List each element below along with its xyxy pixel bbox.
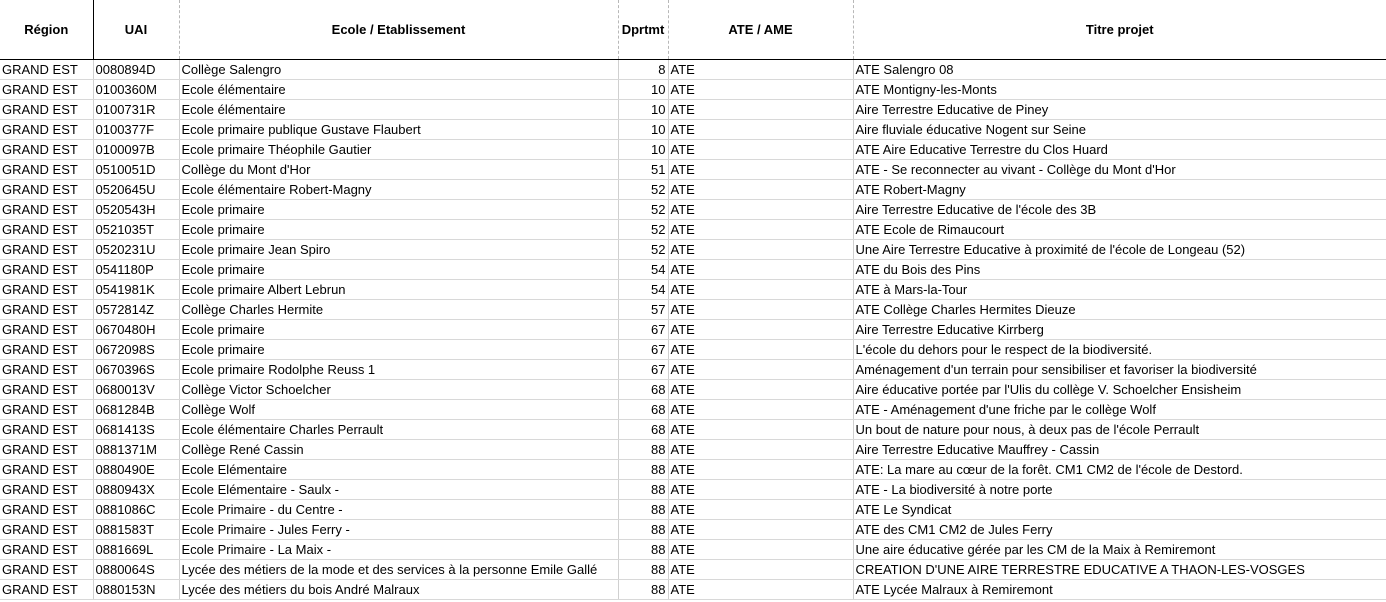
cell-uai[interactable]: 0100097B — [93, 139, 179, 159]
table-row — [0, 299, 1386, 319]
cell-region[interactable]: GRAND EST — [0, 359, 93, 379]
cell-uai[interactable]: 0881371M — [93, 439, 179, 459]
cell-uai[interactable]: 0080894D — [93, 59, 179, 79]
cell-uai[interactable]: 0100377F — [93, 119, 179, 139]
cell-ecole[interactable]: Ecole Primaire - Jules Ferry - — [179, 519, 618, 539]
table-row — [0, 219, 1386, 239]
cell-ate-ame[interactable]: ATE — [668, 399, 853, 419]
cell-departement[interactable]: 68 — [618, 419, 668, 439]
table-row — [0, 459, 1386, 479]
cell-departement[interactable]: 52 — [618, 219, 668, 239]
cell-uai[interactable]: 0681413S — [93, 419, 179, 439]
cell-ecole[interactable]: Ecole primaire Jean Spiro — [179, 239, 618, 259]
header-titre-projet[interactable]: Titre projet — [853, 0, 1386, 59]
cell-uai[interactable]: 0880490E — [93, 459, 179, 479]
table-row — [0, 499, 1386, 519]
cell-uai[interactable]: 0520645U — [93, 179, 179, 199]
cell-titre-projet[interactable]: ATE Salengro 08 — [853, 59, 1386, 79]
cell-titre-projet[interactable]: Aire Terrestre Educative Kirrberg — [853, 319, 1386, 339]
table-body — [0, 59, 1386, 599]
cell-titre-projet[interactable]: ATE Aire Educative Terrestre du Clos Huard — [853, 139, 1386, 159]
cell-ecole[interactable]: Collège René Cassin — [179, 439, 618, 459]
table-row — [0, 559, 1386, 579]
cell-titre-projet[interactable]: ATE - Se reconnecter au vivant - Collège du Mont d'Hor — [853, 159, 1386, 179]
cell-region[interactable]: GRAND EST — [0, 259, 93, 279]
cell-region[interactable]: GRAND EST — [0, 559, 93, 579]
table-row — [0, 519, 1386, 539]
cell-ecole[interactable]: Ecole élémentaire — [179, 99, 618, 119]
table-row — [0, 119, 1386, 139]
cell-region[interactable]: GRAND EST — [0, 299, 93, 319]
cell-region[interactable]: GRAND EST — [0, 379, 93, 399]
cell-region[interactable]: GRAND EST — [0, 99, 93, 119]
table-row — [0, 379, 1386, 399]
table-row — [0, 79, 1386, 99]
cell-region[interactable]: GRAND EST — [0, 179, 93, 199]
header-uai[interactable]: UAI — [93, 0, 179, 59]
cell-departement[interactable]: 57 — [618, 299, 668, 319]
cell-region[interactable]: GRAND EST — [0, 219, 93, 239]
cell-titre-projet[interactable]: Une Aire Terrestre Educative à proximité de l'école de Longeau (52) — [853, 239, 1386, 259]
cell-region[interactable]: GRAND EST — [0, 519, 93, 539]
cell-ate-ame[interactable]: ATE — [668, 139, 853, 159]
cell-uai[interactable]: 0881583T — [93, 519, 179, 539]
cell-ecole[interactable]: Collège Salengro — [179, 59, 618, 79]
cell-region[interactable]: GRAND EST — [0, 539, 93, 559]
cell-departement[interactable]: 68 — [618, 379, 668, 399]
cell-departement[interactable]: 88 — [618, 499, 668, 519]
cell-ate-ame[interactable]: ATE — [668, 559, 853, 579]
cell-titre-projet[interactable]: ATE à Mars-la-Tour — [853, 279, 1386, 299]
cell-region[interactable]: GRAND EST — [0, 459, 93, 479]
table-row — [0, 179, 1386, 199]
table-row — [0, 439, 1386, 459]
cell-departement[interactable]: 10 — [618, 119, 668, 139]
cell-ate-ame[interactable]: ATE — [668, 519, 853, 539]
cell-ate-ame[interactable]: ATE — [668, 439, 853, 459]
cell-departement[interactable]: 88 — [618, 479, 668, 499]
cell-ate-ame[interactable]: ATE — [668, 579, 853, 599]
cell-ate-ame[interactable]: ATE — [668, 59, 853, 79]
cell-departement[interactable]: 88 — [618, 579, 668, 599]
cell-ate-ame[interactable]: ATE — [668, 359, 853, 379]
cell-departement[interactable]: 10 — [618, 79, 668, 99]
cell-ecole[interactable]: Ecole primaire — [179, 219, 618, 239]
table-row — [0, 59, 1386, 79]
cell-uai[interactable]: 0510051D — [93, 159, 179, 179]
cell-ate-ame[interactable]: ATE — [668, 259, 853, 279]
cell-ecole[interactable]: Collège du Mont d'Hor — [179, 159, 618, 179]
cell-titre-projet[interactable]: Aire fluviale éducative Nogent sur Seine — [853, 119, 1386, 139]
table-row — [0, 399, 1386, 419]
cell-uai[interactable]: 0541981K — [93, 279, 179, 299]
cell-uai[interactable]: 0520543H — [93, 199, 179, 219]
header-region[interactable]: Région — [0, 0, 93, 59]
cell-departement[interactable]: 67 — [618, 339, 668, 359]
cell-uai[interactable]: 0670396S — [93, 359, 179, 379]
cell-titre-projet[interactable]: ATE: La mare au cœur de la forêt. CM1 CM2 de l'école de Destord. — [853, 459, 1386, 479]
cell-ecole[interactable]: Ecole Primaire - du Centre - — [179, 499, 618, 519]
cell-uai[interactable]: 0880064S — [93, 559, 179, 579]
cell-titre-projet[interactable]: ATE Le Syndicat — [853, 499, 1386, 519]
cell-departement[interactable]: 10 — [618, 139, 668, 159]
cell-ate-ame[interactable]: ATE — [668, 299, 853, 319]
cell-titre-projet[interactable]: ATE Montigny-les-Monts — [853, 79, 1386, 99]
cell-region[interactable]: GRAND EST — [0, 419, 93, 439]
cell-titre-projet[interactable]: ATE Ecole de Rimaucourt — [853, 219, 1386, 239]
cell-ecole[interactable]: Lycée des métiers de la mode et des services à la personne Emile Gallé — [179, 559, 618, 579]
cell-ate-ame[interactable]: ATE — [668, 319, 853, 339]
cell-departement[interactable]: 52 — [618, 199, 668, 219]
cell-titre-projet[interactable]: CREATION D'UNE AIRE TERRESTRE EDUCATIVE A THAON-LES-VOSGES — [853, 559, 1386, 579]
cell-ecole[interactable]: Collège Wolf — [179, 399, 618, 419]
cell-departement[interactable]: 88 — [618, 459, 668, 479]
table-row — [0, 419, 1386, 439]
cell-ate-ame[interactable]: ATE — [668, 499, 853, 519]
cell-ecole[interactable]: Ecole élémentaire Robert-Magny — [179, 179, 618, 199]
cell-ecole[interactable]: Ecole primaire Albert Lebrun — [179, 279, 618, 299]
cell-region[interactable]: GRAND EST — [0, 239, 93, 259]
cell-uai[interactable]: 0520231U — [93, 239, 179, 259]
cell-ate-ame[interactable]: ATE — [668, 279, 853, 299]
table-row — [0, 479, 1386, 499]
cell-uai[interactable]: 0572814Z — [93, 299, 179, 319]
cell-departement[interactable]: 67 — [618, 319, 668, 339]
header-ate-ame[interactable]: ATE / AME — [668, 0, 853, 59]
table-row — [0, 539, 1386, 559]
cell-ecole[interactable]: Collège Victor Schoelcher — [179, 379, 618, 399]
cell-region[interactable]: GRAND EST — [0, 319, 93, 339]
cell-region[interactable]: GRAND EST — [0, 439, 93, 459]
table-row — [0, 579, 1386, 599]
cell-uai[interactable]: 0541180P — [93, 259, 179, 279]
cell-ecole[interactable]: Ecole primaire Rodolphe Reuss 1 — [179, 359, 618, 379]
cell-uai[interactable]: 0100731R — [93, 99, 179, 119]
cell-titre-projet[interactable]: ATE - La biodiversité à notre porte — [853, 479, 1386, 499]
table-row — [0, 139, 1386, 159]
cell-titre-projet[interactable]: Aire éducative portée par l'Ulis du collège V. Schoelcher Ensisheim — [853, 379, 1386, 399]
cell-region[interactable]: GRAND EST — [0, 339, 93, 359]
cell-region[interactable]: GRAND EST — [0, 479, 93, 499]
cell-titre-projet[interactable]: Aménagement d'un terrain pour sensibiliser et favoriser la biodiversité — [853, 359, 1386, 379]
cell-titre-projet[interactable]: Aire Terrestre Educative de Piney — [853, 99, 1386, 119]
cell-ecole[interactable]: Ecole élémentaire Charles Perrault — [179, 419, 618, 439]
cell-ate-ame[interactable]: ATE — [668, 219, 853, 239]
cell-uai[interactable]: 0680013V — [93, 379, 179, 399]
cell-departement[interactable]: 52 — [618, 239, 668, 259]
header-row — [0, 0, 1386, 59]
cell-region[interactable]: GRAND EST — [0, 199, 93, 219]
cell-titre-projet[interactable]: Aire Terrestre Educative de l'école des 3B — [853, 199, 1386, 219]
cell-ecole[interactable]: Ecole primaire — [179, 319, 618, 339]
cell-region[interactable]: GRAND EST — [0, 159, 93, 179]
cell-departement[interactable]: 52 — [618, 179, 668, 199]
table-row — [0, 99, 1386, 119]
header-departement[interactable]: Dprtmt — [618, 0, 668, 59]
cell-ecole[interactable]: Ecole primaire — [179, 339, 618, 359]
cell-uai[interactable]: 0681284B — [93, 399, 179, 419]
cell-ecole[interactable]: Ecole primaire — [179, 199, 618, 219]
cell-ate-ame[interactable]: ATE — [668, 199, 853, 219]
table-row — [0, 279, 1386, 299]
cell-region[interactable]: GRAND EST — [0, 579, 93, 599]
cell-titre-projet[interactable]: ATE du Bois des Pins — [853, 259, 1386, 279]
cell-departement[interactable]: 68 — [618, 399, 668, 419]
cell-departement[interactable]: 8 — [618, 59, 668, 79]
table-row — [0, 339, 1386, 359]
cell-ecole[interactable]: Ecole Primaire - La Maix - — [179, 539, 618, 559]
cell-titre-projet[interactable]: Aire Terrestre Educative Mauffrey - Cassin — [853, 439, 1386, 459]
cell-ecole[interactable]: Ecole élémentaire — [179, 79, 618, 99]
cell-region[interactable]: GRAND EST — [0, 279, 93, 299]
cell-uai[interactable]: 0881669L — [93, 539, 179, 559]
table-row — [0, 239, 1386, 259]
cell-ate-ame[interactable]: ATE — [668, 119, 853, 139]
cell-ecole[interactable]: Ecole primaire — [179, 259, 618, 279]
cell-departement[interactable]: 67 — [618, 359, 668, 379]
cell-region[interactable]: GRAND EST — [0, 399, 93, 419]
cell-uai[interactable]: 0880943X — [93, 479, 179, 499]
cell-ecole[interactable]: Ecole primaire Théophile Gautier — [179, 139, 618, 159]
cell-titre-projet[interactable]: L'école du dehors pour le respect de la biodiversité. — [853, 339, 1386, 359]
cell-region[interactable]: GRAND EST — [0, 139, 93, 159]
cell-ate-ame[interactable]: ATE — [668, 479, 853, 499]
cell-titre-projet[interactable]: ATE - Aménagement d'une friche par le collège Wolf — [853, 399, 1386, 419]
cell-departement[interactable]: 10 — [618, 99, 668, 119]
cell-departement[interactable]: 88 — [618, 439, 668, 459]
cell-departement[interactable]: 54 — [618, 259, 668, 279]
cell-titre-projet[interactable]: ATE Lycée Malraux à Remiremont — [853, 579, 1386, 599]
cell-uai[interactable]: 0521035T — [93, 219, 179, 239]
cell-departement[interactable]: 54 — [618, 279, 668, 299]
cell-uai[interactable]: 0880153N — [93, 579, 179, 599]
cell-ecole[interactable]: Lycée des métiers du bois André Malraux — [179, 579, 618, 599]
cell-ate-ame[interactable]: ATE — [668, 179, 853, 199]
cell-uai[interactable]: 0881086C — [93, 499, 179, 519]
cell-titre-projet[interactable]: ATE Collège Charles Hermites Dieuze — [853, 299, 1386, 319]
cell-region[interactable]: GRAND EST — [0, 119, 93, 139]
cell-region[interactable]: GRAND EST — [0, 79, 93, 99]
cell-ecole[interactable]: Ecole Elémentaire - Saulx - — [179, 479, 618, 499]
cell-ate-ame[interactable]: ATE — [668, 419, 853, 439]
cell-uai[interactable]: 0670480H — [93, 319, 179, 339]
table-row — [0, 359, 1386, 379]
cell-region[interactable]: GRAND EST — [0, 499, 93, 519]
cell-ecole[interactable]: Ecole Elémentaire — [179, 459, 618, 479]
table-row — [0, 159, 1386, 179]
cell-ate-ame[interactable]: ATE — [668, 159, 853, 179]
cell-departement[interactable]: 88 — [618, 519, 668, 539]
cell-ate-ame[interactable]: ATE — [668, 379, 853, 399]
cell-ate-ame[interactable]: ATE — [668, 79, 853, 99]
cell-ate-ame[interactable]: ATE — [668, 339, 853, 359]
cell-ecole[interactable]: Ecole primaire publique Gustave Flaubert — [179, 119, 618, 139]
cell-departement[interactable]: 51 — [618, 159, 668, 179]
header-ecole[interactable]: Ecole / Etablissement — [179, 0, 618, 59]
cell-uai[interactable]: 0672098S — [93, 339, 179, 359]
cell-uai[interactable]: 0100360M — [93, 79, 179, 99]
cell-departement[interactable]: 88 — [618, 539, 668, 559]
table-row — [0, 319, 1386, 339]
cell-ate-ame[interactable]: ATE — [668, 239, 853, 259]
table-row — [0, 259, 1386, 279]
cell-titre-projet[interactable]: Une aire éducative gérée par les CM de la Maix à Remiremont — [853, 539, 1386, 559]
cell-region[interactable]: GRAND EST — [0, 59, 93, 79]
cell-titre-projet[interactable]: ATE des CM1 CM2 de Jules Ferry — [853, 519, 1386, 539]
cell-titre-projet[interactable]: Un bout de nature pour nous, à deux pas de l'école Perrault — [853, 419, 1386, 439]
cell-departement[interactable]: 88 — [618, 559, 668, 579]
cell-ate-ame[interactable]: ATE — [668, 539, 853, 559]
cell-ate-ame[interactable]: ATE — [668, 459, 853, 479]
cell-ecole[interactable]: Collège Charles Hermite — [179, 299, 618, 319]
cell-titre-projet[interactable]: ATE Robert-Magny — [853, 179, 1386, 199]
cell-ate-ame[interactable]: ATE — [668, 99, 853, 119]
table-row — [0, 199, 1386, 219]
